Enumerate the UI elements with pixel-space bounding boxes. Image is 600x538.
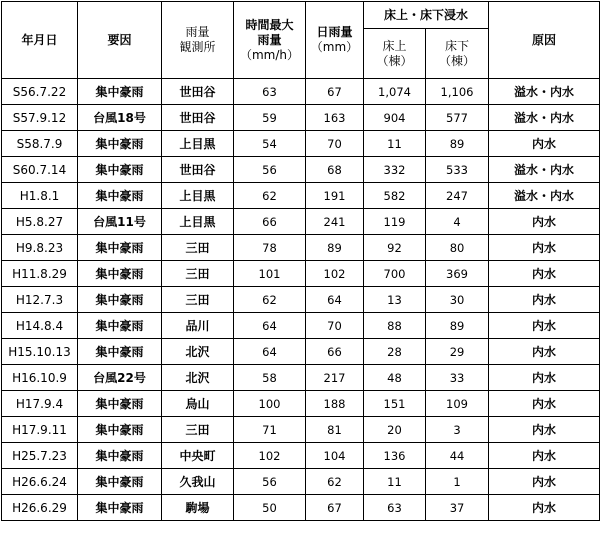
cell-cause: 集中豪雨	[78, 235, 162, 261]
table-row	[2, 365, 600, 391]
cell-station: 三田	[162, 287, 234, 313]
cell-above-floor: 332	[364, 157, 426, 183]
header-station-line1: 雨量	[185, 25, 210, 39]
cell-above-floor: 20	[364, 417, 426, 443]
header-reason: 原因	[489, 2, 600, 79]
header-hour-max-line2: 雨量	[257, 32, 282, 47]
cell-above-floor: 63	[364, 495, 426, 521]
cell-daily: 70	[306, 313, 364, 339]
cell-daily: 64	[306, 287, 364, 313]
cell-daily: 62	[306, 469, 364, 495]
header-daily	[306, 2, 364, 79]
cell-reason: 内水	[489, 313, 600, 339]
cell-daily: 102	[306, 261, 364, 287]
cell-station: 三田	[162, 261, 234, 287]
cell-cause: 集中豪雨	[78, 79, 162, 105]
cell-date: H14.8.4	[2, 313, 78, 339]
cell-above-floor: 1,074	[364, 79, 426, 105]
cell-below-floor: 80	[426, 235, 489, 261]
cell-date: H26.6.29	[2, 495, 78, 521]
table-body	[2, 79, 600, 521]
header-below-floor	[426, 29, 489, 79]
cell-cause: 集中豪雨	[78, 287, 162, 313]
cell-station: 北沢	[162, 339, 234, 365]
cell-hour-max: 56	[234, 157, 306, 183]
cell-reason: 溢水・内水	[489, 105, 600, 131]
cell-hour-max: 62	[234, 183, 306, 209]
cell-above-floor: 136	[364, 443, 426, 469]
cell-date: H25.7.23	[2, 443, 78, 469]
cell-hour-max: 100	[234, 391, 306, 417]
cell-daily: 66	[306, 339, 364, 365]
header-flood-group: 床上・床下浸水	[364, 2, 489, 29]
cell-hour-max: 54	[234, 131, 306, 157]
table-header	[2, 2, 600, 79]
cell-above-floor: 582	[364, 183, 426, 209]
cell-hour-max: 78	[234, 235, 306, 261]
cell-reason: 内水	[489, 261, 600, 287]
header-station	[162, 2, 234, 79]
cell-date: S58.7.9	[2, 131, 78, 157]
cell-date: H17.9.11	[2, 417, 78, 443]
cell-cause: 集中豪雨	[78, 313, 162, 339]
cell-hour-max: 59	[234, 105, 306, 131]
header-below-line1: 床下	[445, 38, 470, 53]
cell-daily: 68	[306, 157, 364, 183]
cell-cause: 集中豪雨	[78, 495, 162, 521]
table-row	[2, 495, 600, 521]
table-row	[2, 157, 600, 183]
cell-station: 中央町	[162, 443, 234, 469]
header-below-unit: （棟）	[439, 53, 476, 68]
table-row	[2, 131, 600, 157]
cell-above-floor: 48	[364, 365, 426, 391]
cell-reason: 内水	[489, 209, 600, 235]
cell-above-floor: 11	[364, 469, 426, 495]
cell-station: 上目黒	[162, 131, 234, 157]
header-above-line1: 床上	[382, 38, 407, 53]
cell-reason: 内水	[489, 287, 600, 313]
header-cause: 要因	[78, 2, 162, 79]
cell-date: H5.8.27	[2, 209, 78, 235]
cell-station: 世田谷	[162, 79, 234, 105]
cell-station: 駒場	[162, 495, 234, 521]
flood-damage-table	[1, 1, 600, 521]
cell-daily: 67	[306, 79, 364, 105]
cell-below-floor: 1,106	[426, 79, 489, 105]
cell-cause: 集中豪雨	[78, 339, 162, 365]
table-row	[2, 469, 600, 495]
cell-above-floor: 28	[364, 339, 426, 365]
cell-hour-max: 64	[234, 313, 306, 339]
cell-cause: 台風22号	[78, 365, 162, 391]
cell-station: 三田	[162, 235, 234, 261]
cell-hour-max: 58	[234, 365, 306, 391]
table-row	[2, 105, 600, 131]
cell-date: H1.8.1	[2, 183, 78, 209]
cell-daily: 163	[306, 105, 364, 131]
cell-below-floor: 4	[426, 209, 489, 235]
table-row	[2, 339, 600, 365]
cell-above-floor: 13	[364, 287, 426, 313]
header-station-line2: 観測所	[179, 40, 216, 54]
table-row	[2, 183, 600, 209]
cell-hour-max: 71	[234, 417, 306, 443]
cell-cause: 集中豪雨	[78, 443, 162, 469]
cell-hour-max: 66	[234, 209, 306, 235]
cell-daily: 70	[306, 131, 364, 157]
cell-hour-max: 56	[234, 469, 306, 495]
cell-below-floor: 109	[426, 391, 489, 417]
cell-above-floor: 904	[364, 105, 426, 131]
cell-hour-max: 63	[234, 79, 306, 105]
cell-above-floor: 119	[364, 209, 426, 235]
cell-station: 世田谷	[162, 157, 234, 183]
header-date: 年月日	[2, 2, 78, 79]
cell-above-floor: 151	[364, 391, 426, 417]
table-row	[2, 313, 600, 339]
cell-reason: 内水	[489, 469, 600, 495]
table-row	[2, 443, 600, 469]
cell-date: H17.9.4	[2, 391, 78, 417]
cell-reason: 内水	[489, 495, 600, 521]
cell-date: S60.7.14	[2, 157, 78, 183]
cell-station: 上目黒	[162, 183, 234, 209]
cell-date: H11.8.29	[2, 261, 78, 287]
cell-cause: 集中豪雨	[78, 417, 162, 443]
cell-reason: 溢水・内水	[489, 79, 600, 105]
cell-cause: 集中豪雨	[78, 131, 162, 157]
cell-reason: 内水	[489, 131, 600, 157]
cell-date: H9.8.23	[2, 235, 78, 261]
cell-below-floor: 577	[426, 105, 489, 131]
cell-below-floor: 29	[426, 339, 489, 365]
header-daily-unit: （mm）	[310, 40, 359, 54]
cell-reason: 溢水・内水	[489, 157, 600, 183]
table-row	[2, 79, 600, 105]
cell-station: 上目黒	[162, 209, 234, 235]
cell-below-floor: 37	[426, 495, 489, 521]
table-row	[2, 391, 600, 417]
cell-reason: 内水	[489, 235, 600, 261]
cell-station: 世田谷	[162, 105, 234, 131]
header-hour-max-line1: 時間最大	[245, 17, 294, 32]
cell-above-floor: 92	[364, 235, 426, 261]
cell-reason: 内水	[489, 365, 600, 391]
cell-hour-max: 64	[234, 339, 306, 365]
cell-cause: 集中豪雨	[78, 183, 162, 209]
header-hour-max-unit: （mm/h）	[239, 47, 300, 62]
cell-below-floor: 44	[426, 443, 489, 469]
cell-station: 北沢	[162, 365, 234, 391]
cell-above-floor: 11	[364, 131, 426, 157]
cell-cause: 集中豪雨	[78, 261, 162, 287]
cell-daily: 104	[306, 443, 364, 469]
cell-below-floor: 247	[426, 183, 489, 209]
cell-below-floor: 369	[426, 261, 489, 287]
cell-station: 烏山	[162, 391, 234, 417]
cell-hour-max: 62	[234, 287, 306, 313]
cell-station: 三田	[162, 417, 234, 443]
cell-cause: 集中豪雨	[78, 469, 162, 495]
cell-daily: 89	[306, 235, 364, 261]
cell-above-floor: 88	[364, 313, 426, 339]
table-row	[2, 417, 600, 443]
cell-daily: 191	[306, 183, 364, 209]
cell-daily: 217	[306, 365, 364, 391]
cell-hour-max: 101	[234, 261, 306, 287]
cell-below-floor: 89	[426, 131, 489, 157]
cell-cause: 台風18号	[78, 105, 162, 131]
cell-date: H16.10.9	[2, 365, 78, 391]
cell-daily: 241	[306, 209, 364, 235]
header-hour-max	[234, 2, 306, 79]
cell-reason: 内水	[489, 417, 600, 443]
cell-below-floor: 30	[426, 287, 489, 313]
cell-reason: 内水	[489, 391, 600, 417]
cell-cause: 台風11号	[78, 209, 162, 235]
table-row	[2, 235, 600, 261]
header-above-floor	[364, 29, 426, 79]
table-row	[2, 287, 600, 313]
cell-cause: 集中豪雨	[78, 157, 162, 183]
cell-below-floor: 3	[426, 417, 489, 443]
cell-reason: 溢水・内水	[489, 183, 600, 209]
cell-daily: 188	[306, 391, 364, 417]
table-row	[2, 209, 600, 235]
cell-above-floor: 700	[364, 261, 426, 287]
cell-cause: 集中豪雨	[78, 391, 162, 417]
cell-below-floor: 33	[426, 365, 489, 391]
cell-date: H26.6.24	[2, 469, 78, 495]
cell-daily: 67	[306, 495, 364, 521]
cell-below-floor: 533	[426, 157, 489, 183]
cell-below-floor: 89	[426, 313, 489, 339]
header-daily-line1: 日雨量	[316, 25, 353, 39]
cell-reason: 内水	[489, 443, 600, 469]
cell-hour-max: 102	[234, 443, 306, 469]
cell-station: 品川	[162, 313, 234, 339]
cell-reason: 内水	[489, 339, 600, 365]
cell-daily: 81	[306, 417, 364, 443]
cell-station: 久我山	[162, 469, 234, 495]
cell-date: S56.7.22	[2, 79, 78, 105]
cell-below-floor: 1	[426, 469, 489, 495]
cell-date: H12.7.3	[2, 287, 78, 313]
table-row	[2, 261, 600, 287]
cell-date: S57.9.12	[2, 105, 78, 131]
header-above-unit: （棟）	[376, 53, 413, 68]
cell-hour-max: 50	[234, 495, 306, 521]
cell-date: H15.10.13	[2, 339, 78, 365]
